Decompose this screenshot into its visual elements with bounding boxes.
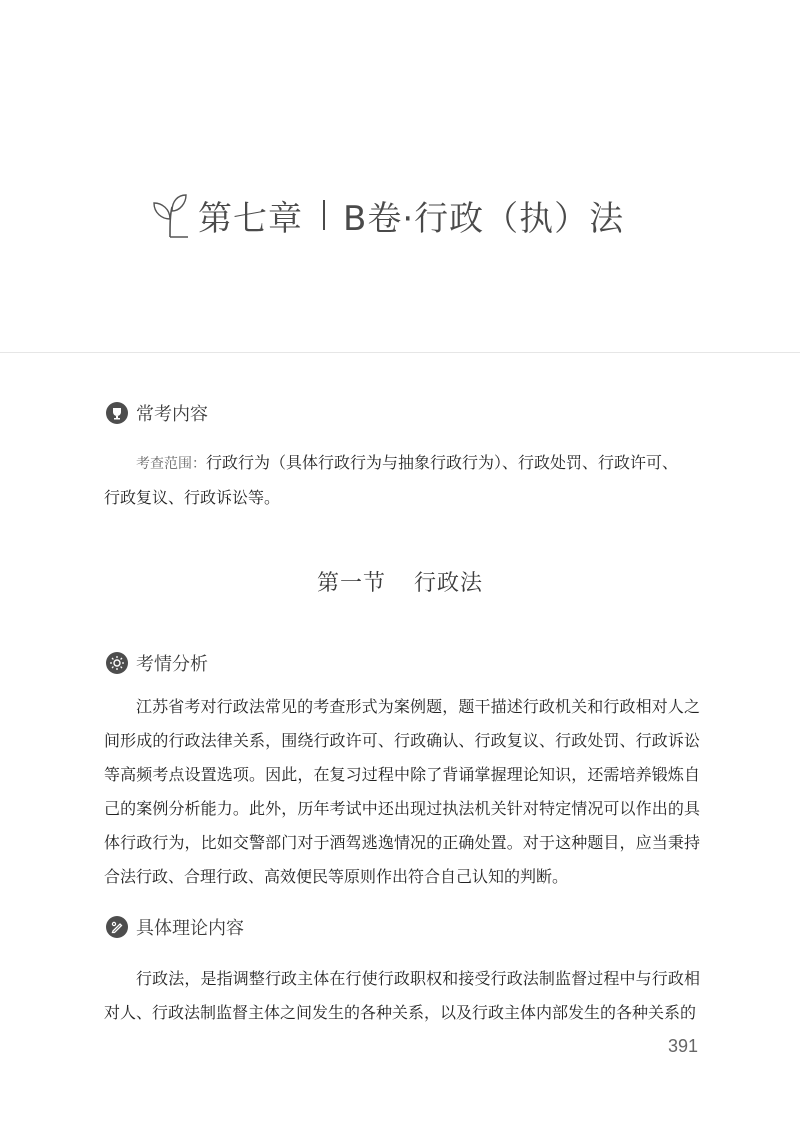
scope-text-line1: 行政行为（具体行政行为与抽象行政行为）、行政处罚、行政许可、 [206,453,679,472]
chapter-separator [323,200,325,230]
page-number: 391 [667,1036,698,1056]
frequent-heading-label: 常考内容 [136,404,208,425]
scope-label: 考查范围： [136,456,206,472]
section-name: 行政法 [414,571,484,596]
sprout-icon [148,189,192,241]
sun-icon [106,652,128,674]
theory-paragraph: 行政法，是指调整行政主体在行使行政职权和接受行政法制监督过程中与行政相对人、行政法制监督主体之间发生的各种关系，以及行政主体内部发生的各种关系的 [104,969,700,1022]
scope-paragraph [104,446,700,515]
frequent-heading [106,400,208,426]
pen-icon [106,916,128,938]
chapter-number: 第七章 [198,198,303,239]
chapter-title: B卷·行政（执）法 [343,198,625,239]
theory-heading [106,914,244,940]
chapter-header [0,0,800,353]
scope-text-line2: 行政复议、行政诉讼等。 [104,488,281,507]
trophy-icon [106,402,128,424]
analysis-paragraph: 江苏省考对行政法常见的考查形式为案例题，题干描述行政机关和行政相对人之间形成的行政法律关系，围绕行政许可、行政确认、行政复议、行政处罚、行政诉讼等高频考点设置选项。因此，在复习过程中除了背诵掌握理论知识，还需培养锻炼自己的案例分析能力。此外，历年考试中还出现过执法机关针对特定情况可以作出的具体行政行为，比如交警部门对于酒驾逃逸情况的正确处置。对于这种题目，应当秉持合法行政、合理行政、高效便民等原则作出符合自己认知的判断。 [104,697,700,886]
section-number: 第一节 [316,571,386,596]
analysis-heading [106,650,208,676]
scope-line-1 [104,446,700,481]
theory-heading-label: 具体理论内容 [136,918,244,939]
chapter-title-group [148,180,624,250]
analysis-heading-label: 考情分析 [136,654,208,675]
section-title [0,566,800,597]
